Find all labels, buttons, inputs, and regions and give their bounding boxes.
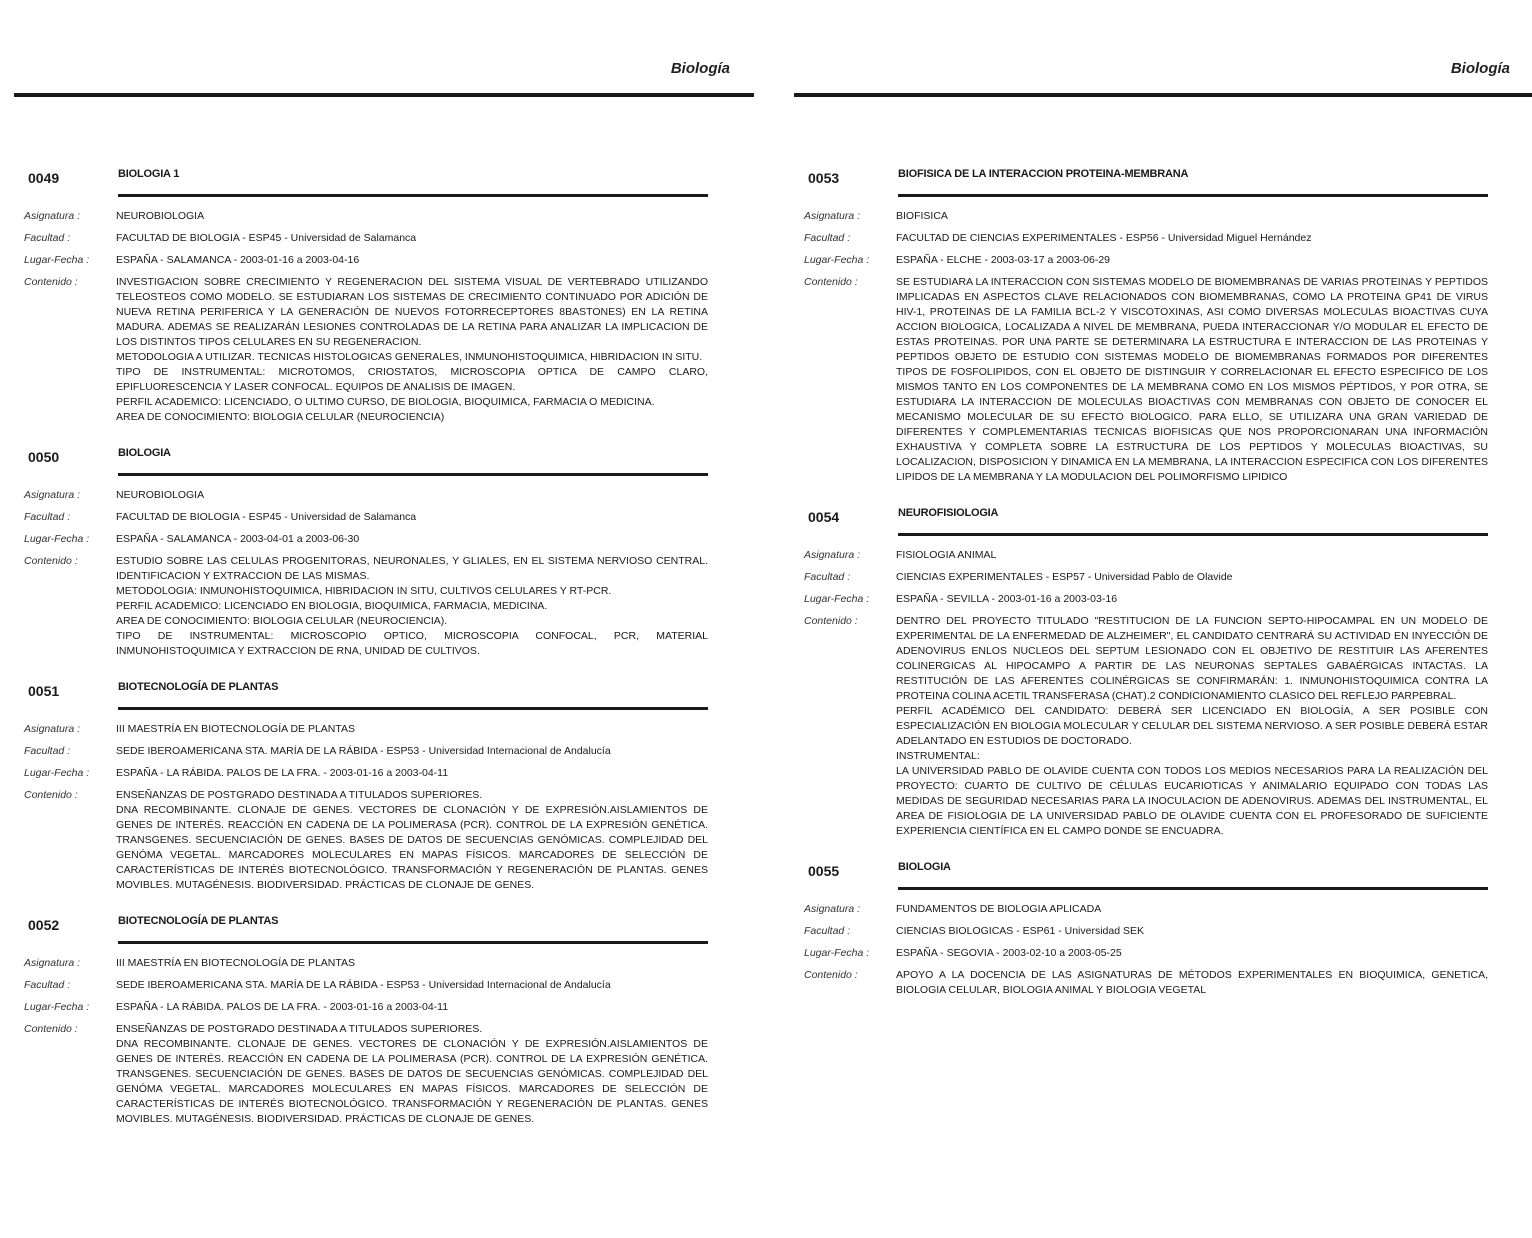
field-lugar-fecha [804, 946, 1488, 961]
field-label: Facultad : [24, 979, 71, 991]
field-facultad [804, 924, 1488, 939]
entry-title: BIOLOGIA [118, 447, 171, 459]
field-contenido [24, 275, 708, 425]
facultad-value: FACULTAD DE BIOLOGIA - ESP45 - Universidad de Salamanca [116, 511, 417, 523]
field-label: Asignatura : [804, 549, 861, 561]
entry-header [804, 507, 1488, 533]
field-label: Facultad : [804, 925, 851, 937]
asignatura-value: III MAESTRÍA EN BIOTECNOLOGÍA DE PLANTAS [116, 723, 356, 735]
field-asignatura [24, 209, 708, 224]
entries-list [804, 168, 1488, 1020]
entry-rule [898, 887, 1488, 890]
entry [804, 861, 1488, 998]
entry [804, 507, 1488, 839]
entry-header [24, 447, 708, 473]
contenido-value: APOYO A LA DOCENCIA DE LAS ASIGNATURAS DE MÉTODOS EXPERIMENTALES EN BIOQUIMICA, GENETICA, BIOLOGIA CELULAR, BIOLOGIA ANIMAL Y BIOLOGIA VEGETAL [896, 969, 1488, 996]
field-facultad [24, 978, 708, 993]
lugar-fecha-value: ESPAÑA - SALAMANCA - 2003-04-01 a 2003-06-30 [116, 533, 360, 545]
contenido-value: INVESTIGACION SOBRE CRECIMIENTO Y REGENERACION DEL SISTEMA VISUAL DE VERTEBRADO UTILIZANDO TELEOSTEOS COMO MODELO. SE ESTUDIARAN LOS SISTEMAS DE CRECIMIENTO CONTINUADO POR ADICIÓN DE NUEVA RETINA PERIFERICA Y LA GENERACIÓN DE NUEVOS FOTORRECEPTORES 8BASTONES) EN LA RETINA MADURA. ADEMAS SE REALIZARÁN LESIONES CONTROLADAS DE LA RETINA PARA ANALIZAR LA IMPLICACION DE LOS DISTINTOS TIPOS CELULARES EN SU REGENERACION. METODOLOGIA A UTILIZAR. TECNICAS HISTOLOGICAS GENERALES, INMUNOHISTOQUIMICA, HIBRIDACION IN SITU. TIPO DE INSTRUMENTAL: MICROTOMOS, CRIOSTATOS, MICROSCOPIA OPTICA DE CAMPO CLARO, EPIFLUORESCENCIA Y LASER CONFOCAL. EQUIPOS DE ANALISIS DE IMAGEN. PERFIL ACADEMICO: LICENCIADO, O ULTIMO CURSO, DE BIOLOGIA, BIOQUIMICA, FARMACIA O MEDICINA. AREA DE CONOCIMIENTO: BIOLOGIA CELULAR (NEUROCIENCIA) [116, 276, 708, 423]
entry-code: 0050 [28, 449, 60, 465]
field-lugar-fecha [24, 253, 708, 268]
lugar-fecha-value: ESPAÑA - ELCHE - 2003-03-17 a 2003-06-29 [896, 254, 1111, 266]
header-rule [14, 93, 754, 97]
field-contenido [24, 554, 708, 659]
page-header: Biología [1450, 60, 1510, 77]
entry-title: BIOTECNOLOGÍA DE PLANTAS [118, 915, 279, 927]
facultad-value: CIENCIAS BIOLOGICAS - ESP61 - Universidad SEK [896, 925, 1145, 937]
asignatura-value: FUNDAMENTOS DE BIOLOGIA APLICADA [896, 903, 1102, 915]
field-contenido [24, 788, 708, 893]
lugar-fecha-value: ESPAÑA - SEGOVIA - 2003-02-10 a 2003-05-25 [896, 947, 1122, 959]
facultad-value: SEDE IBEROAMERICANA STA. MARÍA DE LA RÁBIDA - ESP53 - Universidad Internacional de Andalucía [116, 979, 611, 991]
field-label: Facultad : [804, 571, 851, 583]
entry-title: NEUROFISIOLOGIA [898, 507, 999, 519]
field-lugar-fecha [24, 766, 708, 781]
entries-list [24, 168, 708, 1149]
field-label: Asignatura : [24, 489, 81, 501]
entry-code: 0053 [808, 170, 840, 186]
entry-header [804, 861, 1488, 887]
field-lugar-fecha [24, 532, 708, 547]
asignatura-value: FISIOLOGIA ANIMAL [896, 549, 997, 561]
field-lugar-fecha [804, 253, 1488, 268]
field-label: Lugar-Fecha : [804, 254, 870, 266]
field-asignatura [24, 488, 708, 503]
contenido-value: ENSEÑANZAS DE POSTGRADO DESTINADA A TITULADOS SUPERIORES. DNA RECOMBINANTE. CLONAJE DE GENES. VECTORES DE CLONACIÓN Y DE EXPRESIÓN.AISLAMIENTOS DE GENES DE INTERÉS. REACCIÓN EN CADENA DE LA POLIMERASA (PCR). CONTROL DE LA EXPRESIÓN GENÉTICA. TRANSGENES. SECUENCIACIÓN DE GENES. BASES DE DATOS DE SECUENCIAS GENÓMICAS. COMPLEJIDAD DEL GENÓMA VEGETAL. MARCADORES MOLECULARES EN MAPAS FÍSICOS. MARCADORES DE SELECCIÓN DE CARACTERÍSTICAS DE INTERÉS BIOTECNOLÓGICO. TRANSFORMACIÓN Y REGENERACIÓN DE PLANTAS. GENES MOVIBLES. MUTAGÉNESIS. BIODIVERSIDAD. PRÁCTICAS DE CLONAJE DE GENES. [116, 789, 708, 891]
entry-header [24, 915, 708, 941]
field-lugar-fecha [24, 1000, 708, 1015]
field-label: Contenido : [24, 276, 78, 288]
field-label: Lugar-Fecha : [804, 947, 870, 959]
field-contenido [804, 968, 1488, 998]
entry-rule [118, 194, 708, 197]
field-label: Asignatura : [804, 903, 861, 915]
field-facultad [24, 744, 708, 759]
entry [24, 915, 708, 1127]
lugar-fecha-value: ESPAÑA - LA RÁBIDA. PALOS DE LA FRA. - 2003-01-16 a 2003-04-11 [116, 767, 449, 779]
field-label: Lugar-Fecha : [24, 767, 90, 779]
entry-rule [898, 533, 1488, 536]
entry-title: BIOFISICA DE LA INTERACCION PROTEINA-MEMBRANA [898, 168, 1189, 180]
field-contenido [804, 275, 1488, 485]
entry-header [24, 168, 708, 194]
header-rule [794, 93, 1532, 97]
field-label: Lugar-Fecha : [24, 1001, 90, 1013]
entry [24, 447, 708, 659]
field-label: Lugar-Fecha : [804, 593, 870, 605]
field-label: Contenido : [804, 276, 858, 288]
entry-title: BIOLOGIA 1 [118, 168, 180, 180]
field-contenido [24, 1022, 708, 1127]
entry-title: BIOLOGIA [898, 861, 951, 873]
contenido-value: ESTUDIO SOBRE LAS CELULAS PROGENITORAS, NEURONALES, Y GLIALES, EN EL SISTEMA NERVIOSO CENTRAL. IDENTIFICACION Y EXTRACCION DE LAS MISMAS. METODOLOGIA: INMUNOHISTOQUIMICA, HIBRIDACION IN SITU, CULTIVOS CELULARES Y RT-PCR. PERFIL ACADEMICO: LICENCIADO EN BIOLOGIA, BIOQUIMICA, FARMACIA, MEDICINA. AREA DE CONOCIMIENTO: BIOLOGIA CELULAR (NEUROCIENCIA). TIPO DE INSTRUMENTAL: MICROSCOPIO OPTICO, MICROSCOPIA CONFOCAL, PCR, MATERIAL INMUNOHISTOQUIMICA Y EXTRACCION DE RNA, UNIDAD DE CULTIVOS. [116, 555, 708, 657]
field-label: Asignatura : [24, 723, 81, 735]
right-page [794, 0, 1532, 1238]
left-page [14, 0, 754, 1238]
entry-rule [118, 473, 708, 476]
page-header: Biología [670, 60, 730, 77]
facultad-value: CIENCIAS EXPERIMENTALES - ESP57 - Universidad Pablo de Olavide [896, 571, 1233, 583]
contenido-value: SE ESTUDIARA LA INTERACCION CON SISTEMAS MODELO DE BIOMEMBRANAS DE VARIAS PROTEINAS Y PEPTIDOS IMPLICADAS EN ASPECTOS CLAVE RELACIONADOS CON BIOMEMBRANAS, COMO LA PROTEINA GP41 DE VIRUS HIV-1, PROTEINAS DE LA FAMILIA BCL-2 Y VISCOTOXINAS, ASI COMO DIVERSAS MOLECULAS BIOACTIVAS CUYA ACCION BIOLOGICA, LOCALIZADA A NIVEL DE MEMBRANA, PUEDA INTERACCIONAR Y/O MODULAR EL EFECTO DE ESTAS PROTEINAS. POR UNA PARTE SE DETERMINARA LA ESTRUCTURA E INTERACCION DE LAS PROTEINAS Y PEPTIDOS OBJETO DE ESTUDIO CON SISTEMAS MODELO DE BIOMEMBRANAS FORMADOS POR DIFERENTES TIPOS DE FOSFOLIPIDOS, CON EL OBJETO DE DISTINGUIR Y CORRELACIONAR EL EFECTO ESPECIFICO DE LOS MISMOS TANTO EN LOS COMPONENTES DE LA MEMBRANA COMO EN LOS MISMOS PÉPTIDOS, Y POR OTRA, SE ESTUDIARA LA INTERACCION DE MOLECULAS BIOACTIVAS CON MEMBRANAS CON OBJETO DE CONOCER EL MECANISMO MOLECULAR DE SU EFECTO BIOLOGICO. PARA ELLO, SE UTILIZARA UNA GRAN VARIEDAD DE DIFERENTES Y COMPLEMENTARIAS TECNICAS BIOFISICAS QUE NOS PROPORCIONARAN UNA INFORMACIÓN EXHAUSTIVA Y COMPLETA SOBRE LA ESTRUCTURA DE LOS PEPTIDOS Y MOLECULAS BIOACTIVAS, SU LOCALIZACION, DISPOSICION Y DINAMICA EN LA MEMBRANA, LA INTERACCION ESPECIFICA CON LOS DIFERENTES LIPIDOS DE LA MEMBRANA Y LA MODULACION DEL POLIMORFISMO LIPIDICO [896, 276, 1488, 483]
field-facultad [804, 570, 1488, 585]
field-facultad [24, 510, 708, 525]
field-asignatura [24, 956, 708, 971]
field-label: Asignatura : [24, 957, 81, 969]
field-facultad [804, 231, 1488, 246]
entry [24, 168, 708, 425]
entry-code: 0054 [808, 509, 840, 525]
entry-header [804, 168, 1488, 194]
field-lugar-fecha [804, 592, 1488, 607]
contenido-value: ENSEÑANZAS DE POSTGRADO DESTINADA A TITULADOS SUPERIORES. DNA RECOMBINANTE. CLONAJE DE GENES. VECTORES DE CLONACIÓN Y DE EXPRESIÓN.AISLAMIENTOS DE GENES DE INTERÉS. REACCIÓN EN CADENA DE LA POLIMERASA (PCR). CONTROL DE LA EXPRESIÓN GENÉTICA. TRANSGENES. SECUENCIACIÓN DE GENES. BASES DE DATOS DE SECUENCIAS GENÓMICAS. COMPLEJIDAD DEL GENÓMA VEGETAL. MARCADORES MOLECULARES EN MAPAS FÍSICOS. MARCADORES DE SELECCIÓN DE CARACTERÍSTICAS DE INTERÉS BIOTECNOLÓGICO. TRANSFORMACIÓN Y REGENERACIÓN DE PLANTAS. GENES MOVIBLES. MUTAGÉNESIS. BIODIVERSIDAD. PRÁCTICAS DE CLONAJE DE GENES. [116, 1023, 708, 1125]
field-asignatura [804, 548, 1488, 563]
entry-rule [898, 194, 1488, 197]
field-label: Contenido : [804, 969, 858, 981]
field-label: Asignatura : [804, 210, 861, 222]
facultad-value: FACULTAD DE BIOLOGIA - ESP45 - Universidad de Salamanca [116, 232, 417, 244]
field-label: Contenido : [24, 555, 78, 567]
entry [804, 168, 1488, 485]
field-label: Facultad : [804, 232, 851, 244]
facultad-value: FACULTAD DE CIENCIAS EXPERIMENTALES - ESP56 - Universidad Miguel Hernández [896, 232, 1312, 244]
field-asignatura [804, 209, 1488, 224]
field-facultad [24, 231, 708, 246]
asignatura-value: BIOFISICA [896, 210, 948, 222]
lugar-fecha-value: ESPAÑA - LA RÁBIDA. PALOS DE LA FRA. - 2003-01-16 a 2003-04-11 [116, 1001, 449, 1013]
entry [24, 681, 708, 893]
lugar-fecha-value: ESPAÑA - SEVILLA - 2003-01-16 a 2003-03-16 [896, 593, 1118, 605]
asignatura-value: NEUROBIOLOGIA [116, 489, 205, 501]
facultad-value: SEDE IBEROAMERICANA STA. MARÍA DE LA RÁBIDA - ESP53 - Universidad Internacional de Andalucía [116, 745, 611, 757]
field-label: Contenido : [24, 1023, 78, 1035]
contenido-value: DENTRO DEL PROYECTO TITULADO "RESTITUCION DE LA FUNCION SEPTO-HIPOCAMPAL EN UN MODELO DE EXPERIMENTAL DE LA ENFERMEDAD DE ALZHEIMER", EL CANDIDATO CENTRARÁ SU ACTIVIDAD EN INYECCIÓN DE ADENOVIRUS ENLOS NUCLEOS DEL SEPTUM LESIONADO CON EL OBJETIVO DE RESTITUIR LAS AFERENTES COLINERGICAS AL HIPOCAMPO A PARTIR DE LAS NEURONAS SEPTALES GABAÉRGICAS INTACTAS. LA RESTITUCIÓN DE LAS AFERENTES COLINÉRGICAS SE CONFIRMARÁN: 1. INMUNOHISTOQUIMICA CONTRA LA PROTEINA COLINA ACETIL TRANSFERASA (CHAT).2 CONDICIONAMIENTO CLASICO DEL REFLEJO PARPEBRAL. PERFIL ACADÉMICO DEL CANDIDATO: DEBERÁ SER LICENCIADO EN BIOLOGÍA, A SER POSIBLE CON ESPECIALIZACIÓN EN BIOLOGIA MOLECULAR Y CELULAR DEL SISTEMA NERVIOSO. A SER POSIBLE DEBERÁ ESTAR ADELANTADO EN ESTUDIOS DE DOCTORADO. INSTRUMENTAL: LA UNIVERSIDAD PABLO DE OLAVIDE CUENTA CON TODOS LOS MEDIOS NECESARIOS PARA LA REALIZACIÓN DEL PROYECTO: CUARTO DE CULTIVO DE CÉLULAS EUCARIOTICAS Y ANIMALARIO EQUIPADO CON TODAS LAS MEDIDAS DE SEGURIDAD NECESARIAS PARA LA INOCULACION DE ADENOVIRUS. ADEMAS DEL INSTRUMENTAL, EL AREA DE FISIOLOGIA DE LA UNIVERSIDAD PABLO DE OLAVIDE CUENTA CON EL PROFESORADO DE SUFICIENTE EXPERIENCIA CIENTÍFICA EN EL CAMPO DONDE SE ENCUADRA. [896, 615, 1488, 837]
field-label: Asignatura : [24, 210, 81, 222]
entry-rule [118, 941, 708, 944]
field-asignatura [804, 902, 1488, 917]
asignatura-value: NEUROBIOLOGIA [116, 210, 205, 222]
entry-title: BIOTECNOLOGÍA DE PLANTAS [118, 681, 279, 693]
entry-code: 0051 [28, 683, 60, 699]
field-label: Facultad : [24, 232, 71, 244]
lugar-fecha-value: ESPAÑA - SALAMANCA - 2003-01-16 a 2003-04-16 [116, 254, 360, 266]
field-contenido [804, 614, 1488, 839]
entry-header [24, 681, 708, 707]
field-asignatura [24, 722, 708, 737]
field-label: Facultad : [24, 745, 71, 757]
field-label: Contenido : [804, 615, 858, 627]
entry-code: 0055 [808, 863, 840, 879]
field-label: Facultad : [24, 511, 71, 523]
field-label: Contenido : [24, 789, 78, 801]
field-label: Lugar-Fecha : [24, 533, 90, 545]
entry-code: 0052 [28, 917, 60, 933]
asignatura-value: III MAESTRÍA EN BIOTECNOLOGÍA DE PLANTAS [116, 957, 356, 969]
entry-code: 0049 [28, 170, 60, 186]
entry-rule [118, 707, 708, 710]
field-label: Lugar-Fecha : [24, 254, 90, 266]
